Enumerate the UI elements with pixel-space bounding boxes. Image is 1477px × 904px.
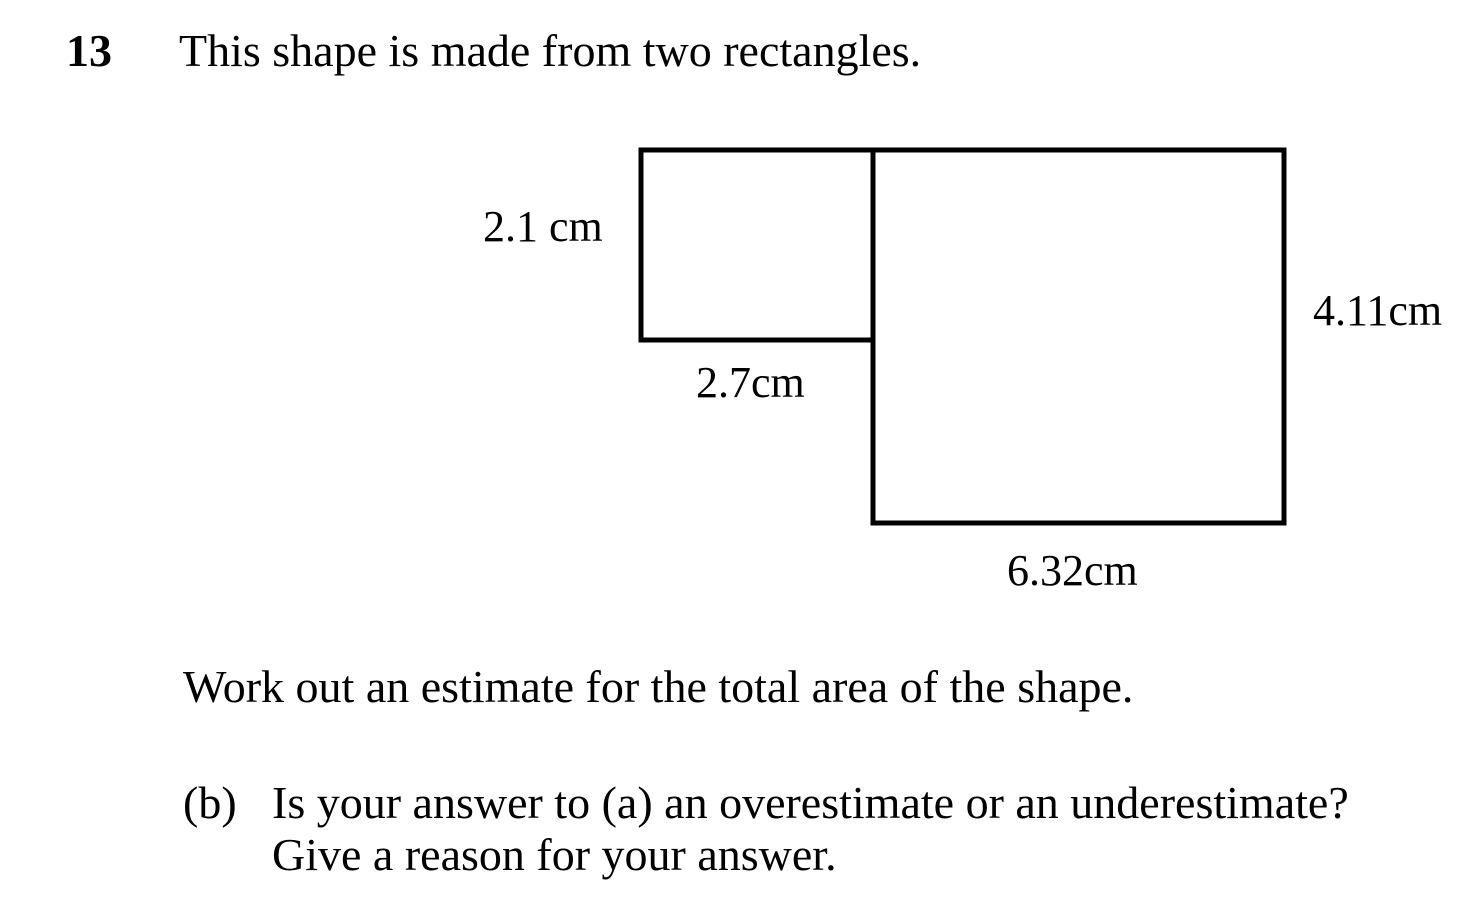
small-rectangle — [641, 150, 873, 340]
small-rectangle-width-label: 2.7cm — [696, 358, 805, 407]
part-b-question — [272, 777, 1349, 884]
part-b-line-1: Is your answer to (a) an overestimate or an underestimate? — [272, 777, 1349, 828]
question-number: 13 — [66, 25, 112, 76]
part-b-line-2: Give a reason for your answer. — [272, 829, 837, 880]
large-rectangle — [873, 150, 1284, 523]
task-instruction: Work out an estimate for the total area of the shape. — [183, 661, 1134, 712]
large-rectangle-width-label: 6.32cm — [1007, 546, 1138, 595]
small-rectangle-height-label: 2.1 cm — [483, 202, 603, 251]
large-rectangle-height-label: 4.11cm — [1313, 286, 1443, 335]
question-intro: This shape is made from two rectangles. — [179, 25, 922, 76]
part-b-label: (b) — [183, 777, 237, 828]
